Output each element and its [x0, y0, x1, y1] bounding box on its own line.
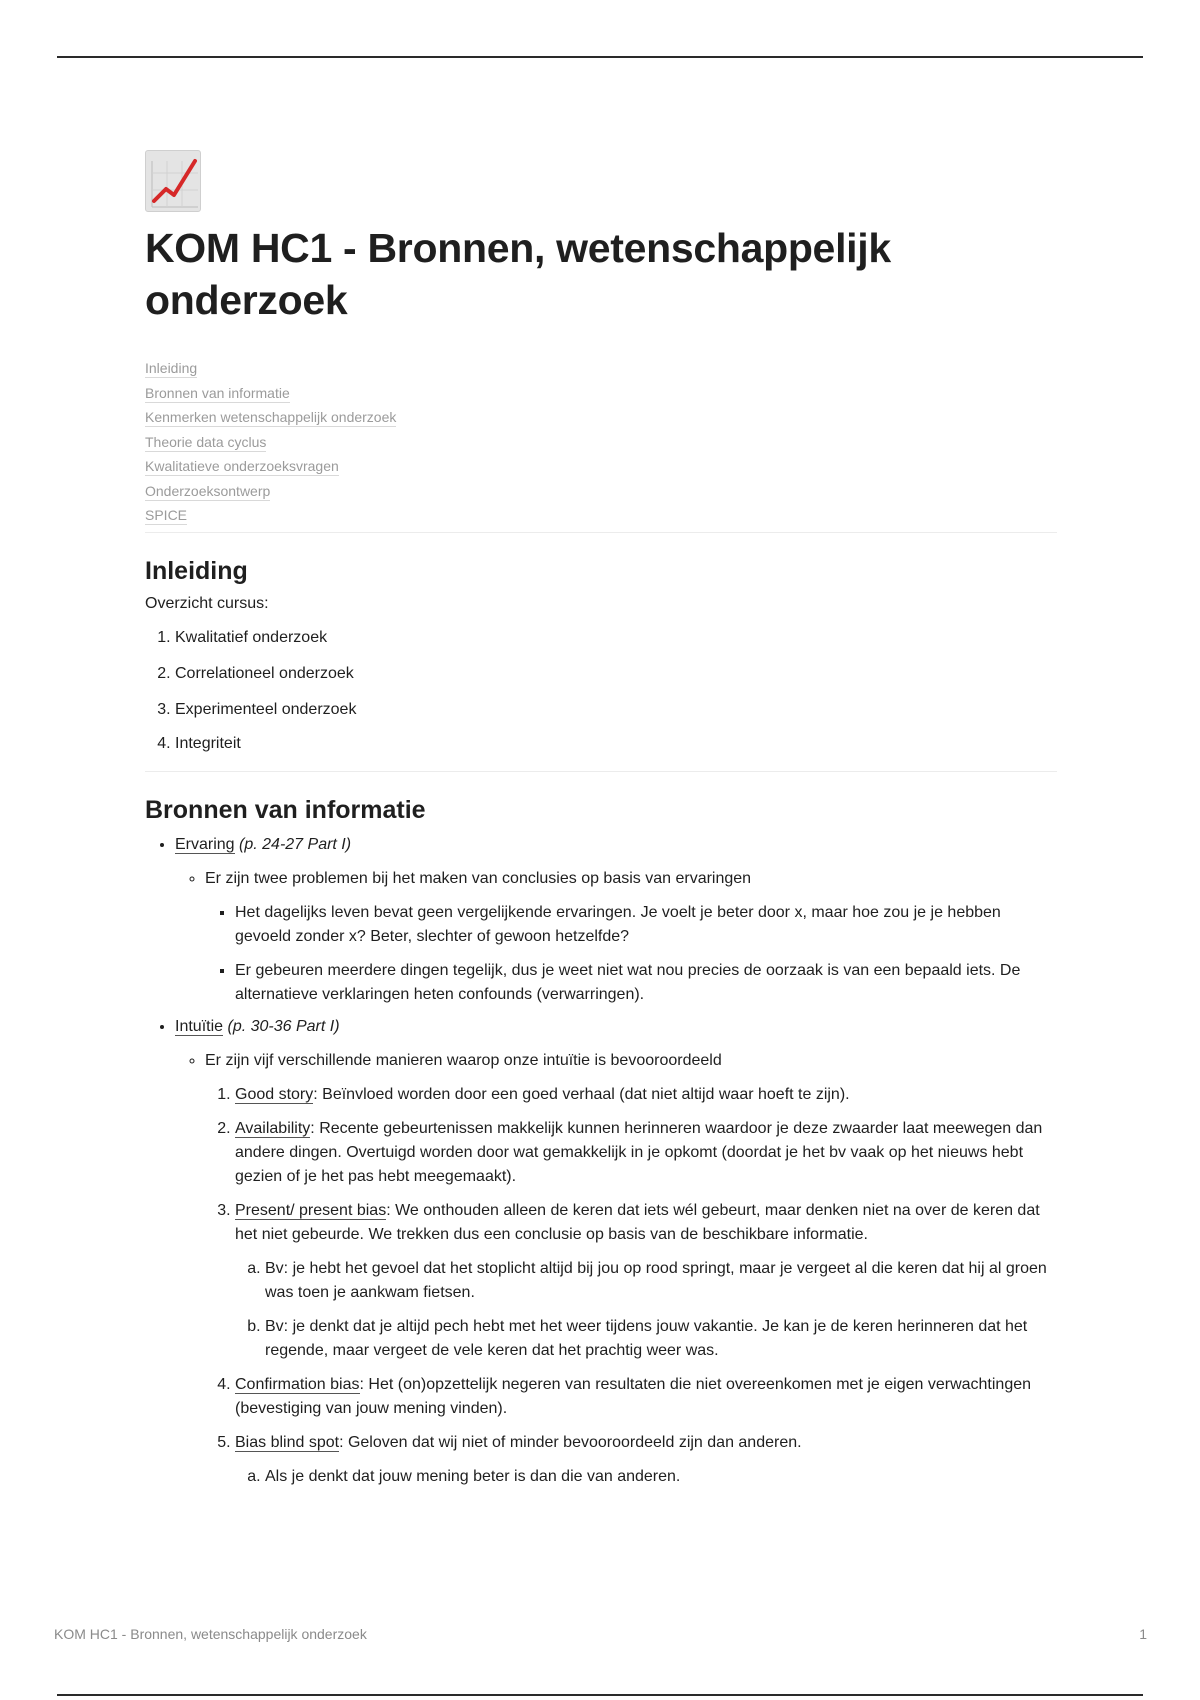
term-intuitie: Intuïtie: [175, 1017, 224, 1035]
term-good-story: Good story: [235, 1085, 314, 1103]
list-item-availability: [235, 1117, 1057, 1189]
list-item: 4. Integriteit: [175, 732, 1057, 756]
lettered-list: [235, 1257, 1057, 1363]
numbered-list-cursus: [145, 626, 1057, 756]
term-confirmation-bias: Confirmation bias: [235, 1375, 360, 1393]
lettered-list: [235, 1465, 1057, 1489]
list-item: 2. Correlationeel onderzoek: [175, 662, 1057, 686]
section-heading-inleiding: Inleiding: [145, 556, 248, 585]
list-item-confirmation-bias: [235, 1373, 1057, 1421]
sub-item-text: Er zijn twee problemen bij het maken van conclusies op basis van ervaringen: [205, 869, 752, 887]
sub-list: [175, 867, 1057, 1007]
bullet-list-bronnen: [145, 833, 1057, 1489]
term-availability: Availability: [235, 1119, 311, 1137]
bias-text: : Beïnvloed worden door een goed verhaal (dat niet altijd waar hoeft te zijn).: [313, 1085, 850, 1103]
sub-item-text: Er zijn vijf verschillende manieren waarop onze intuïtie is bevooroordeeld: [205, 1051, 722, 1069]
sub-sub-list: [205, 901, 1057, 1007]
term-ervaring: Ervaring: [175, 835, 235, 853]
term-bias-blind-spot: Bias blind spot: [235, 1433, 340, 1451]
list-item: a. Als je denkt dat jouw mening beter is dan die van anderen.: [265, 1465, 1057, 1489]
list-item: 3. Experimenteel onderzoek: [175, 698, 1057, 722]
toc-link-onderzoeksontwerp[interactable]: Onderzoeksontwerp: [145, 482, 271, 499]
section-heading-bronnen: Bronnen van informatie: [145, 795, 426, 824]
toc-link-kwalitatieve[interactable]: Kwalitatieve onderzoeksvragen: [145, 458, 339, 474]
page-top-rule: [57, 56, 1143, 58]
table-of-contents: [145, 360, 1057, 525]
bias-text: : Het (on)opzettelijk negeren van resultaten die niet overeenkomen met je eigen verwachtingen (bevestiging van jouw mening vinden).: [235, 1375, 1032, 1417]
list-item: ▪ Het dagelijks leven bevat geen vergelijkende ervaringen. Je voelt je beter door x, maar hoe zou je je hebben gevoeld zonder x? Beter, slechter of gewoon hetzelfde?: [235, 901, 1057, 949]
divider: [145, 771, 1057, 772]
list-item-good-story: [235, 1083, 1057, 1107]
footer-document-title: KOM HC1 - Bronnen, wetenschappelijk onderzoek: [54, 1626, 367, 1642]
toc-link-spice[interactable]: SPICE: [145, 507, 188, 523]
term-present-bias: Present/ present bias: [235, 1201, 387, 1219]
toc-link-bronnen[interactable]: Bronnen van informatie: [145, 384, 290, 401]
sub-list: [175, 1049, 1057, 1489]
bias-text: : We onthouden alleen de keren dat iets wél gebeurt, maar denken niet na over de keren dat het niet gebeurde. We trekken dus een conclusie op basis van de beschikbare informatie.: [235, 1201, 1040, 1243]
divider: [145, 532, 1057, 533]
chart-increasing-icon: [145, 150, 201, 212]
footer-page-number: 1: [1139, 1626, 1147, 1642]
bias-text: : Recente gebeurtenissen makkelijk kunnen herinneren waardoor je deze zwaarder laat meewegen dan andere dingen. Overtuigd worden door wat gemakkelijk in je opkomt (doordat je het bv vaak op het nieuws hebt gezien of je het pas hebt meegemaakt).: [235, 1119, 1043, 1185]
toc-link-inleiding[interactable]: Inleiding: [145, 360, 198, 376]
list-item-ervaring: [175, 833, 1057, 1007]
paragraph-overzicht: Overzicht cursus:: [145, 594, 269, 612]
toc-link-kenmerken[interactable]: Kenmerken wetenschappelijk onderzoek: [145, 409, 397, 425]
list-item: a. Bv: je hebt het gevoel dat het stoplicht altijd bij jou op rood springt, maar je vergeet al die keren dat hij al groen was toen je aankwam fietsen.: [265, 1257, 1057, 1305]
list-item: [205, 867, 1057, 1007]
page-reference: (p. 30-36 Part I): [227, 1017, 340, 1035]
list-item-present-bias: [235, 1199, 1057, 1363]
toc-link-theorie[interactable]: Theorie data cyclus: [145, 433, 267, 450]
numbered-list-biases: [205, 1083, 1057, 1489]
list-item: 1. Kwalitatief onderzoek: [175, 626, 1057, 650]
list-item-bias-blind-spot: [235, 1431, 1057, 1489]
document-page: [145, 150, 1057, 1489]
bias-text: : Geloven dat wij niet of minder bevooroordeeld zijn dan anderen.: [339, 1433, 802, 1451]
page-bottom-rule: [57, 1694, 1143, 1696]
page-title: KOM HC1 - Bronnen, wetenschappelijk onderzoek: [145, 225, 891, 323]
list-item-intuitie: [175, 1015, 1057, 1489]
list-item: b. Bv: je denkt dat je altijd pech hebt met het weer tijdens jouw vakantie. Je kan je de keren herinneren dat het regende, maar vergeet de vele keren dat het prachtig weer was.: [265, 1315, 1057, 1363]
list-item: ▪ Er gebeuren meerdere dingen tegelijk, dus je weet niet wat nou precies de oorzaak is van een bepaald iets. De alternatieve verklaringen heten confounds (verwarringen).: [235, 959, 1057, 1007]
list-item: [205, 1049, 1057, 1489]
page-reference: (p. 24-27 Part I): [239, 835, 352, 853]
